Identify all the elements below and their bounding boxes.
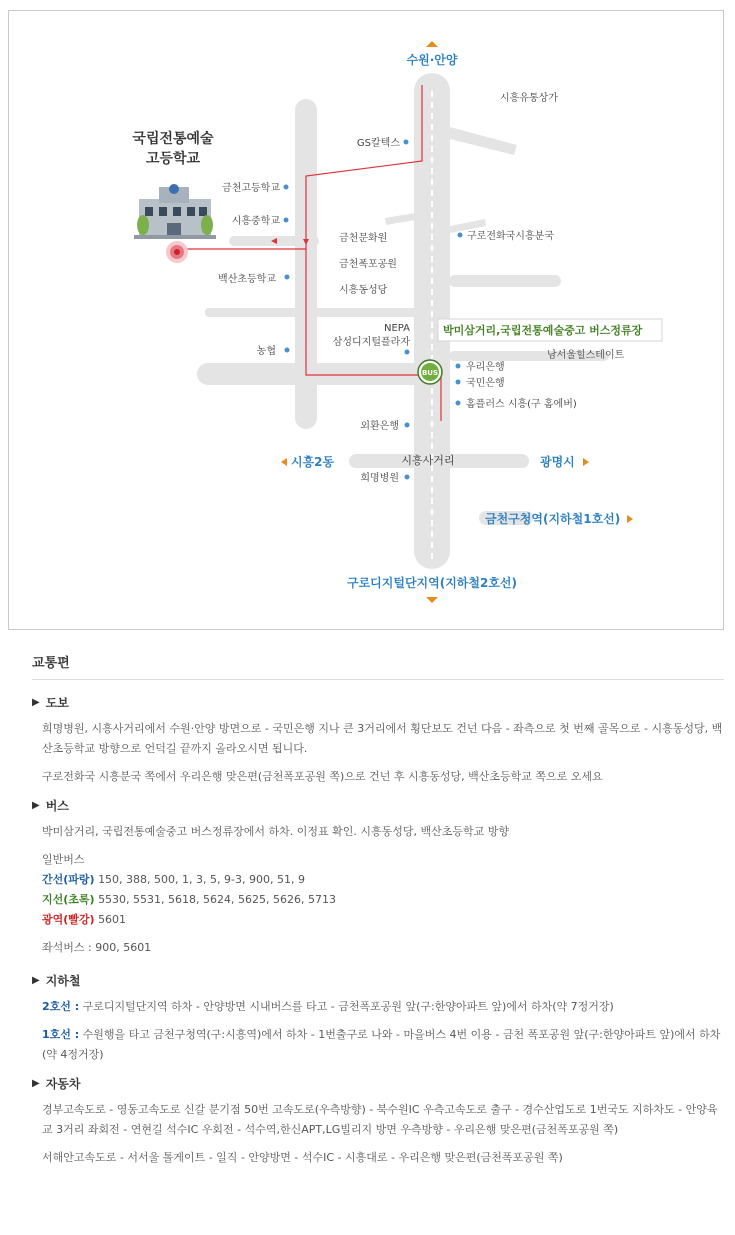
car-paragraph-1: 경부고속도로 - 영동고속도로 신갈 분기점 50번 고속도로(우측방향) - 북수원IC 우측고속도로 출구 - 경수산업도로 1번국도 지하차도 - 안양육교 3거리 좌회전 - 연현길 석수IC 우회전 - 석수역,한신APT,LG빌리지 방면 우측방향 - 우리은행 맞은편(금천폭포공원 쪽) bbox=[42, 1103, 718, 1136]
direction-gwangmyeong: 광명시 bbox=[540, 455, 575, 469]
dot-kexim-bank-icon bbox=[405, 423, 410, 428]
arrow-down-icon bbox=[426, 597, 438, 603]
general-bus-label: 일반버스 bbox=[42, 853, 85, 866]
triangle-bullet-icon: ▶ bbox=[32, 800, 40, 811]
walk-section bbox=[32, 694, 724, 787]
road-diagonal-upper bbox=[450, 127, 517, 155]
direction-geumcheon-station: 금천구청역(지하철1호선) bbox=[485, 512, 621, 526]
landmark-siheung-middle: 시흥중학교 bbox=[231, 216, 280, 227]
walk-paragraph-1: 희명병원, 시흥사거리에서 수원·안양 방면으로 - 국민은행 지나 큰 3거리에서 횡단보도 건넌 다음 - 좌측으로 첫 번째 골목으로 - 시흥동성당, 백산초등학교 방향으로 언덕길 끝까지 올라오시면 됩니다. bbox=[42, 722, 723, 755]
school-name-line1: 국립전통예술 bbox=[132, 131, 214, 147]
bus-section bbox=[32, 797, 724, 958]
subway-line2-label: 2호선 : bbox=[42, 1000, 80, 1013]
direction-siheung2dong: 시흥2동 bbox=[291, 455, 335, 469]
landmark-guro-telecom: 구로전화국시흥분국 bbox=[467, 231, 554, 242]
branch-bus-numbers: 5530, 5531, 5618, 5624, 5625, 5626, 5713 bbox=[98, 893, 336, 906]
dot-nonghyup-icon bbox=[285, 348, 290, 353]
subway-line2 bbox=[42, 997, 724, 1017]
traffic-info bbox=[32, 652, 724, 1178]
landmark-gs-caltex: GS칼텍스 bbox=[356, 138, 400, 149]
landmark-woori-bank: 우리은행 bbox=[466, 362, 505, 373]
subway-line1-label: 1호선 : bbox=[42, 1028, 80, 1041]
car-heading-text: 자동차 bbox=[45, 1077, 81, 1091]
landmark-nonghyup: 농협 bbox=[256, 346, 276, 357]
school-name-line2: 고등학교 bbox=[145, 151, 201, 167]
road-right-east bbox=[449, 275, 561, 287]
landmark-nepa: NEPA bbox=[383, 323, 410, 334]
wide-bus-line bbox=[42, 910, 724, 930]
road-middle-horizontal bbox=[205, 308, 417, 317]
dot-huimyeong-hospital-icon bbox=[405, 475, 410, 480]
bus-stop-icon bbox=[418, 360, 442, 384]
arrow-right-icon bbox=[583, 458, 589, 466]
dot-gs-caltex-icon bbox=[404, 140, 409, 145]
direction-guro-digital: 구로디지털단지역(지하철2호선) bbox=[346, 576, 518, 590]
landmark-namseoul-hillstate: 남서울힐스테이트 bbox=[547, 350, 625, 361]
landmark-huimyeong-hospital: 희명병원 bbox=[360, 473, 399, 484]
trunk-bus-label: 간선(파랑) bbox=[42, 873, 95, 886]
dot-geumcheon-high-icon bbox=[284, 185, 289, 190]
school-location-marker-icon bbox=[166, 241, 188, 263]
location-map bbox=[8, 10, 724, 630]
landmark-geumcheon-high: 금천고등학교 bbox=[222, 183, 280, 194]
trunk-bus-numbers: 150, 388, 500, 1, 3, 5, 9-3, 900, 51, 9 bbox=[98, 873, 305, 886]
landmark-homeplus: 홈플러스 시흥(구 홈에버) bbox=[466, 399, 577, 410]
bus-heading bbox=[32, 797, 724, 814]
wide-bus-numbers: 5601 bbox=[98, 913, 127, 926]
dot-guro-telecom-icon bbox=[458, 233, 463, 238]
walk-heading-text: 도보 bbox=[45, 696, 69, 710]
car-paragraph-2: 서해안고속도로 - 서서울 톨게이트 - 일직 - 안양방면 - 석수IC - 시흥대로 - 우리은행 맞은편(금천폭포공원 쪽) bbox=[42, 1151, 563, 1164]
road-diagonal-small bbox=[385, 213, 415, 225]
branch-bus-label: 지선(초록) bbox=[42, 893, 95, 906]
subway-heading bbox=[32, 972, 724, 989]
traffic-title: 교통편 bbox=[32, 652, 724, 680]
landmark-samsung-plaza: 삼성디지털플라자 bbox=[332, 337, 410, 348]
branch-bus-line bbox=[42, 890, 724, 910]
school-building-icon bbox=[134, 184, 216, 239]
bus-paragraph-1: 박미삼거리, 국립전통예술중고 버스정류장에서 하차. 이정표 확인. 시흥동성당, 백산초등학교 방향 bbox=[42, 825, 509, 838]
landmark-siheung-church: 시흥동성당 bbox=[339, 285, 388, 296]
bus-stop-callout bbox=[438, 319, 662, 341]
landmark-kookmin-bank: 국민은행 bbox=[466, 378, 505, 389]
dot-homeplus-icon bbox=[456, 401, 461, 406]
bus-stop-label: 박미삼거리,국립전통예술중고 버스정류장 bbox=[443, 324, 643, 337]
triangle-bullet-icon: ▶ bbox=[32, 1078, 40, 1089]
subway-line2-text: 구로디지털단지역 하차 - 안양방면 시내버스를 타고 - 금천폭포공원 앞(구:한양아파트 앞)에서 하차(약 7정거장) bbox=[82, 1000, 614, 1013]
seat-bus-line: 좌석버스 : 900, 5601 bbox=[42, 941, 152, 954]
dot-samsung-plaza-icon bbox=[405, 350, 410, 355]
bus-heading-text: 버스 bbox=[45, 799, 69, 813]
landmark-siheung-junction: 시흥사거리 bbox=[401, 454, 455, 467]
triangle-bullet-icon: ▶ bbox=[32, 975, 40, 986]
car-section bbox=[32, 1075, 724, 1168]
car-heading bbox=[32, 1075, 724, 1092]
dot-baeksan-elem-icon bbox=[285, 275, 290, 280]
dot-woori-bank-icon bbox=[456, 364, 461, 369]
direction-suwon-anyang: 수원·안양 bbox=[406, 53, 458, 67]
subway-line1 bbox=[42, 1025, 724, 1065]
subway-heading-text: 지하철 bbox=[45, 974, 81, 988]
triangle-bullet-icon: ▶ bbox=[32, 697, 40, 708]
bus-icon-text: BUS bbox=[421, 369, 439, 377]
dot-siheung-middle-icon bbox=[284, 218, 289, 223]
subway-line1-text: 수원행을 타고 금천구청역(구:시흥역)에서 하차 - 1번출구로 나와 - 마을버스 4번 이용 - 금천 폭포공원 앞(구:한양아파트 앞)에서 하차(약 4정거장) bbox=[42, 1028, 721, 1061]
landmark-baeksan-elem: 백산초등학교 bbox=[218, 274, 276, 285]
arrow-right-subway1-icon bbox=[627, 515, 633, 523]
landmark-geumcheon-falls-park: 금천폭포공원 bbox=[339, 259, 397, 270]
wide-bus-label: 광역(빨강) bbox=[42, 913, 95, 926]
walk-heading bbox=[32, 694, 724, 711]
arrow-up-icon bbox=[426, 41, 438, 47]
walk-paragraph-2: 구로전화국 시흥분국 쪽에서 우리은행 맞은편(금천폭포공원 쪽)으로 건넌 후 시흥동성당, 백산초등학교 쪽으로 오세요 bbox=[42, 770, 603, 783]
subway-section bbox=[32, 972, 724, 1065]
landmark-siheung-mall: 시흥유통상가 bbox=[500, 93, 558, 104]
landmark-kexim-bank: 외환은행 bbox=[360, 421, 399, 432]
trunk-bus-line bbox=[42, 870, 724, 890]
map-canvas bbox=[9, 11, 724, 630]
dot-kookmin-bank-icon bbox=[456, 380, 461, 385]
arrow-left-icon bbox=[281, 458, 287, 466]
landmark-geumcheon-culture: 금천문화원 bbox=[339, 233, 388, 244]
